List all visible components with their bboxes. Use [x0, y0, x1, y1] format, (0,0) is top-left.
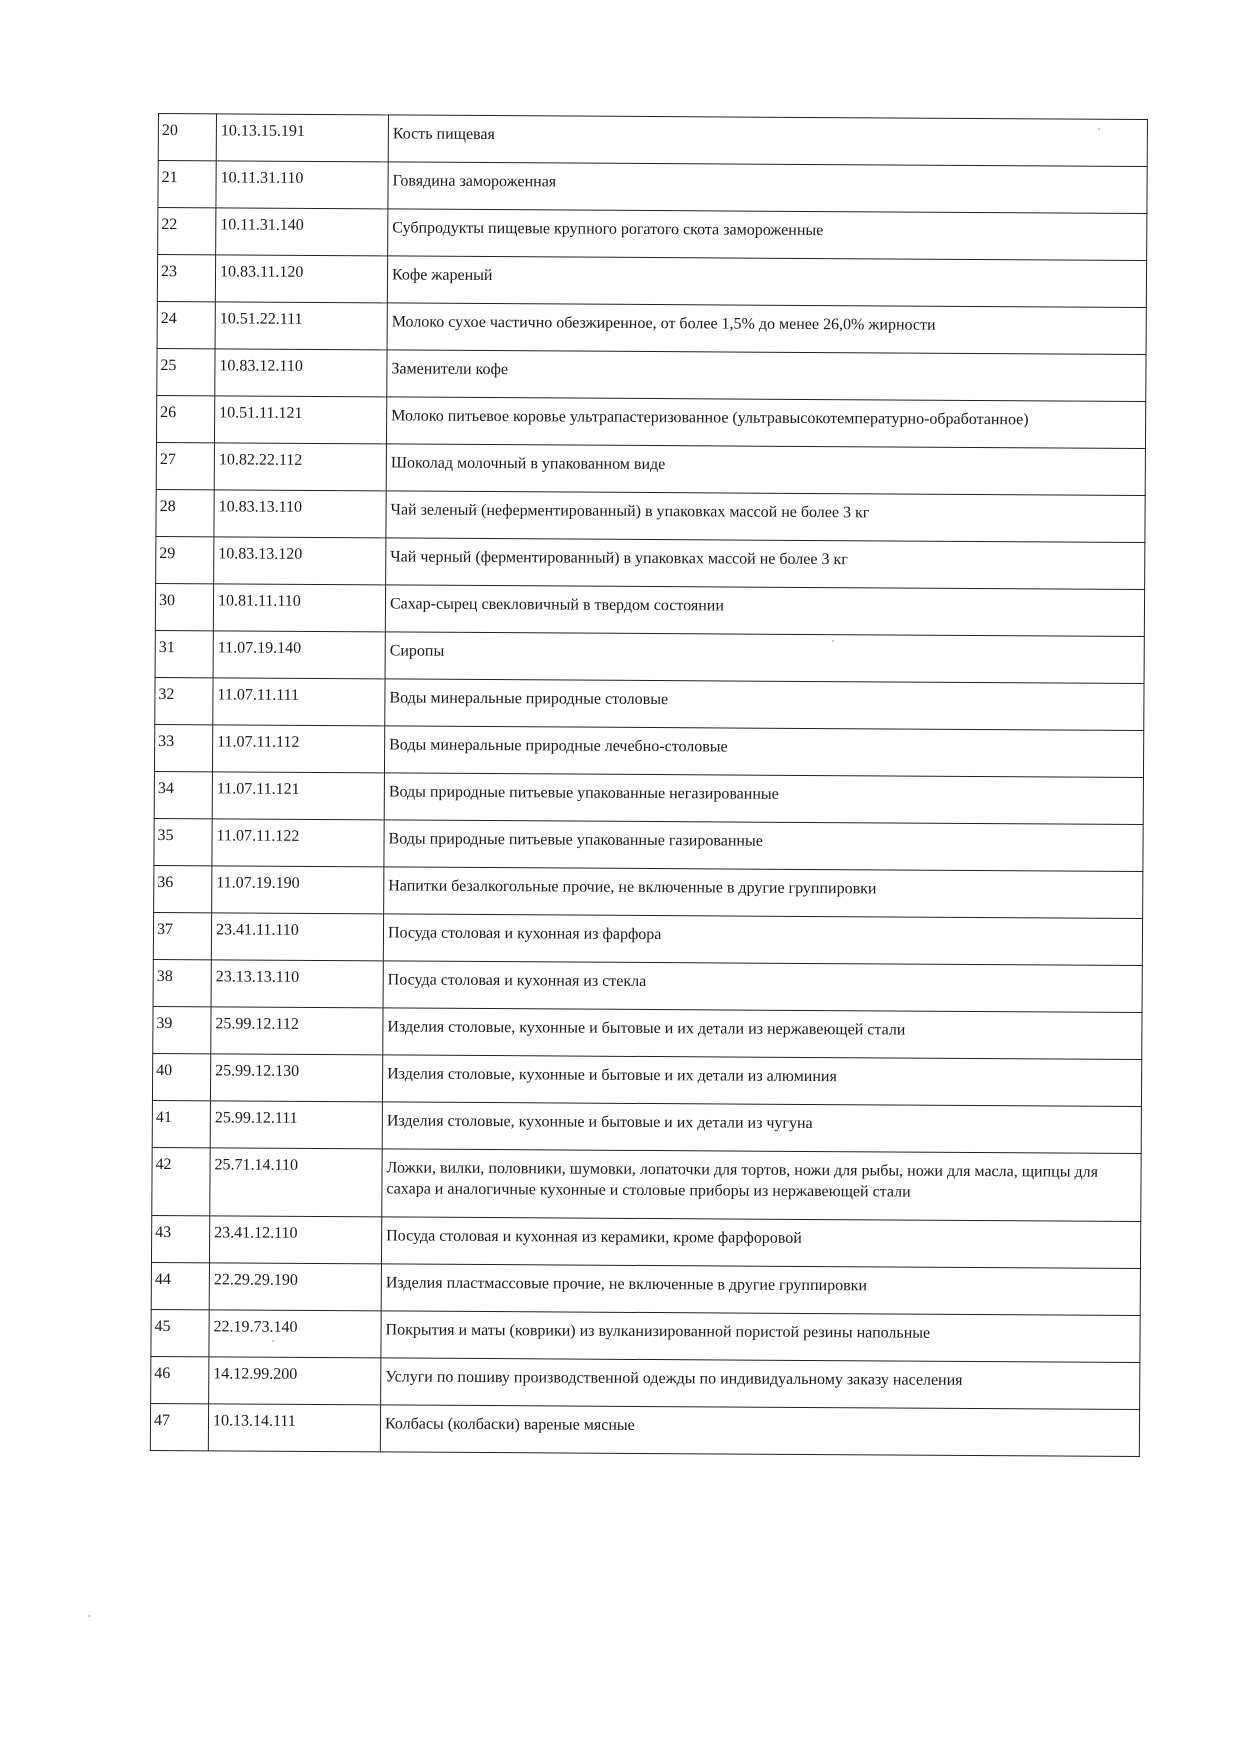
table-row: [156, 489, 1145, 542]
okpd-code-cell: 10.13.15.191: [216, 114, 388, 162]
scan-speck: [1098, 128, 1100, 130]
okpd-code-cell: 14.12.99.200: [209, 1357, 381, 1405]
okpd-code-cell: 10.83.13.110: [214, 490, 386, 538]
product-name-cell: Услуги по пошиву производственной одежды по индивидуальному заказу населения: [381, 1358, 1140, 1410]
product-codes-table: [150, 113, 1148, 1457]
table-row: [152, 1100, 1141, 1153]
row-number-cell: 42: [152, 1147, 210, 1215]
table-row: [151, 1356, 1140, 1409]
row-number-cell: 25: [157, 348, 215, 395]
row-number-cell: 40: [152, 1053, 210, 1100]
table-row: [155, 630, 1144, 683]
row-number-cell: 29: [156, 536, 214, 583]
table-row: [158, 208, 1147, 261]
scan-speck: [832, 640, 834, 642]
row-number-cell: 23: [157, 255, 215, 302]
row-number-cell: 43: [151, 1215, 209, 1262]
product-name-cell: Напитки безалкогольные прочие, не включенные в другие группировки: [384, 867, 1143, 919]
product-name-cell: Изделия пластмассовые прочие, не включенные в другие группировки: [381, 1264, 1140, 1316]
table-row: [158, 161, 1147, 214]
product-name-cell: Шоколад молочный в упакованном виде: [386, 444, 1145, 496]
table-row: [152, 1147, 1141, 1221]
row-number-cell: 32: [155, 677, 213, 724]
okpd-code-cell: 23.41.12.110: [209, 1216, 381, 1264]
okpd-code-cell: 10.11.31.140: [216, 208, 388, 256]
okpd-code-cell: 22.29.29.190: [209, 1263, 381, 1311]
table-row: [157, 348, 1146, 401]
table-row: [154, 771, 1143, 824]
row-number-cell: 20: [158, 114, 216, 161]
okpd-code-cell: 11.07.11.121: [212, 772, 384, 820]
product-name-cell: Ложки, вилки, половники, шумовки, лопаточки для тортов, ножи для рыбы, ножи для масла, щипцы для сахара и аналогичные кухонные и столовые приборы из нержавеющей стали: [382, 1149, 1141, 1222]
okpd-code-cell: 10.81.11.110: [213, 584, 385, 632]
row-number-cell: 22: [158, 208, 216, 255]
row-number-cell: 44: [151, 1262, 209, 1309]
okpd-code-cell: 10.83.12.110: [215, 349, 387, 397]
table-row: [154, 865, 1143, 918]
row-number-cell: 27: [156, 442, 214, 489]
table-row: [153, 959, 1142, 1012]
okpd-code-cell: 11.07.19.140: [213, 631, 385, 679]
product-name-cell: Говядина замороженная: [388, 162, 1147, 214]
row-number-cell: 45: [151, 1309, 209, 1356]
row-number-cell: 35: [154, 818, 212, 865]
row-number-cell: 31: [155, 630, 213, 677]
row-number-cell: 21: [158, 161, 216, 208]
product-name-cell: Чай черный (ферментированный) в упаковках массой не более 3 кг: [386, 538, 1145, 590]
okpd-code-cell: 23.41.11.110: [211, 913, 383, 961]
table-row: [156, 395, 1145, 448]
product-name-cell: Покрытия и маты (коврики) из вулканизированной пористой резины напольные: [381, 1311, 1140, 1363]
okpd-code-cell: 25.99.12.112: [211, 1007, 383, 1055]
okpd-code-cell: 10.51.22.111: [215, 302, 387, 350]
okpd-code-cell: 11.07.11.122: [212, 819, 384, 867]
row-number-cell: 37: [153, 912, 211, 959]
product-name-cell: Воды природные питьевые упакованные газированные: [384, 820, 1143, 872]
row-number-cell: 36: [154, 865, 212, 912]
product-name-cell: Колбасы (колбаски) вареные мясные: [380, 1405, 1139, 1457]
product-name-cell: Молоко питьевое коровье ультрапастеризованное (ультравысокотемпературно-обработанное): [386, 397, 1145, 449]
scan-speck: [272, 1340, 274, 1342]
table-row: [151, 1215, 1140, 1268]
okpd-code-cell: 22.19.73.140: [209, 1310, 381, 1358]
table-body: [150, 114, 1147, 1457]
product-name-cell: Сиропы: [385, 632, 1144, 684]
table-row: [155, 677, 1144, 730]
table-row: [154, 818, 1143, 871]
table-row: [150, 1403, 1139, 1456]
table-row: [153, 1006, 1142, 1059]
row-number-cell: 34: [154, 771, 212, 818]
row-number-cell: 47: [150, 1403, 208, 1450]
okpd-code-cell: 11.07.19.190: [212, 866, 384, 914]
product-name-cell: Сахар-сырец свекловичный в твердом состоянии: [385, 585, 1144, 637]
okpd-code-cell: 10.82.22.112: [214, 443, 386, 491]
row-number-cell: 46: [151, 1356, 209, 1403]
product-name-cell: Посуда столовая и кухонная из керамики, кроме фарфоровой: [381, 1217, 1140, 1269]
row-number-cell: 38: [153, 959, 211, 1006]
table-row: [151, 1309, 1140, 1362]
product-name-cell: Изделия столовые, кухонные и бытовые и их детали из нержавеющей стали: [383, 1008, 1142, 1060]
table-row: [154, 724, 1143, 777]
product-name-cell: Посуда столовая и кухонная из фарфора: [383, 914, 1142, 966]
product-name-cell: Кофе жареный: [387, 256, 1146, 308]
okpd-code-cell: 10.51.11.121: [214, 396, 386, 444]
product-name-cell: Воды минеральные природные лечебно-столовые: [384, 726, 1143, 778]
okpd-code-cell: 25.71.14.110: [210, 1148, 382, 1217]
row-number-cell: 33: [154, 724, 212, 771]
okpd-code-cell: 25.99.12.130: [210, 1054, 382, 1102]
product-name-cell: Молоко сухое частично обезжиренное, от более 1,5% до менее 26,0% жирности: [387, 303, 1146, 355]
okpd-code-cell: 11.07.11.112: [212, 725, 384, 773]
row-number-cell: 30: [155, 583, 213, 630]
product-name-cell: Воды минеральные природные столовые: [385, 679, 1144, 731]
product-name-cell: Чай зеленый (неферментированный) в упаковках массой не более 3 кг: [386, 491, 1145, 543]
table-row: [156, 442, 1145, 495]
table-row: [157, 301, 1146, 354]
product-name-cell: Изделия столовые, кухонные и бытовые и их детали из алюминия: [382, 1055, 1141, 1107]
table-row: [152, 1053, 1141, 1106]
product-name-cell: Кость пищевая: [388, 115, 1147, 167]
okpd-code-cell: 10.83.13.120: [214, 537, 386, 585]
okpd-code-cell: 23.13.13.110: [211, 960, 383, 1008]
table-row: [151, 1262, 1140, 1315]
product-name-cell: Изделия столовые, кухонные и бытовые и их детали из чугуна: [382, 1102, 1141, 1154]
product-name-cell: Заменители кофе: [387, 350, 1146, 402]
row-number-cell: 39: [153, 1006, 211, 1053]
product-name-cell: Субпродукты пищевые крупного рогатого скота замороженные: [388, 209, 1147, 261]
table-row: [158, 114, 1147, 167]
table-row: [155, 583, 1144, 636]
table-row: [157, 255, 1146, 308]
okpd-code-cell: 10.83.11.120: [215, 255, 387, 303]
product-name-cell: Посуда столовая и кухонная из стекла: [383, 961, 1142, 1013]
okpd-code-cell: 11.07.11.111: [213, 678, 385, 726]
okpd-code-cell: 25.99.12.111: [210, 1101, 382, 1149]
okpd-code-cell: 10.13.14.111: [208, 1404, 380, 1452]
row-number-cell: 28: [156, 489, 214, 536]
row-number-cell: 24: [157, 301, 215, 348]
row-number-cell: 41: [152, 1100, 210, 1147]
scan-speck: [88, 1615, 90, 1617]
okpd-code-cell: 10.11.31.110: [216, 161, 388, 209]
row-number-cell: 26: [156, 395, 214, 442]
table-row: [156, 536, 1145, 589]
product-name-cell: Воды природные питьевые упакованные негазированные: [384, 773, 1143, 825]
table-row: [153, 912, 1142, 965]
